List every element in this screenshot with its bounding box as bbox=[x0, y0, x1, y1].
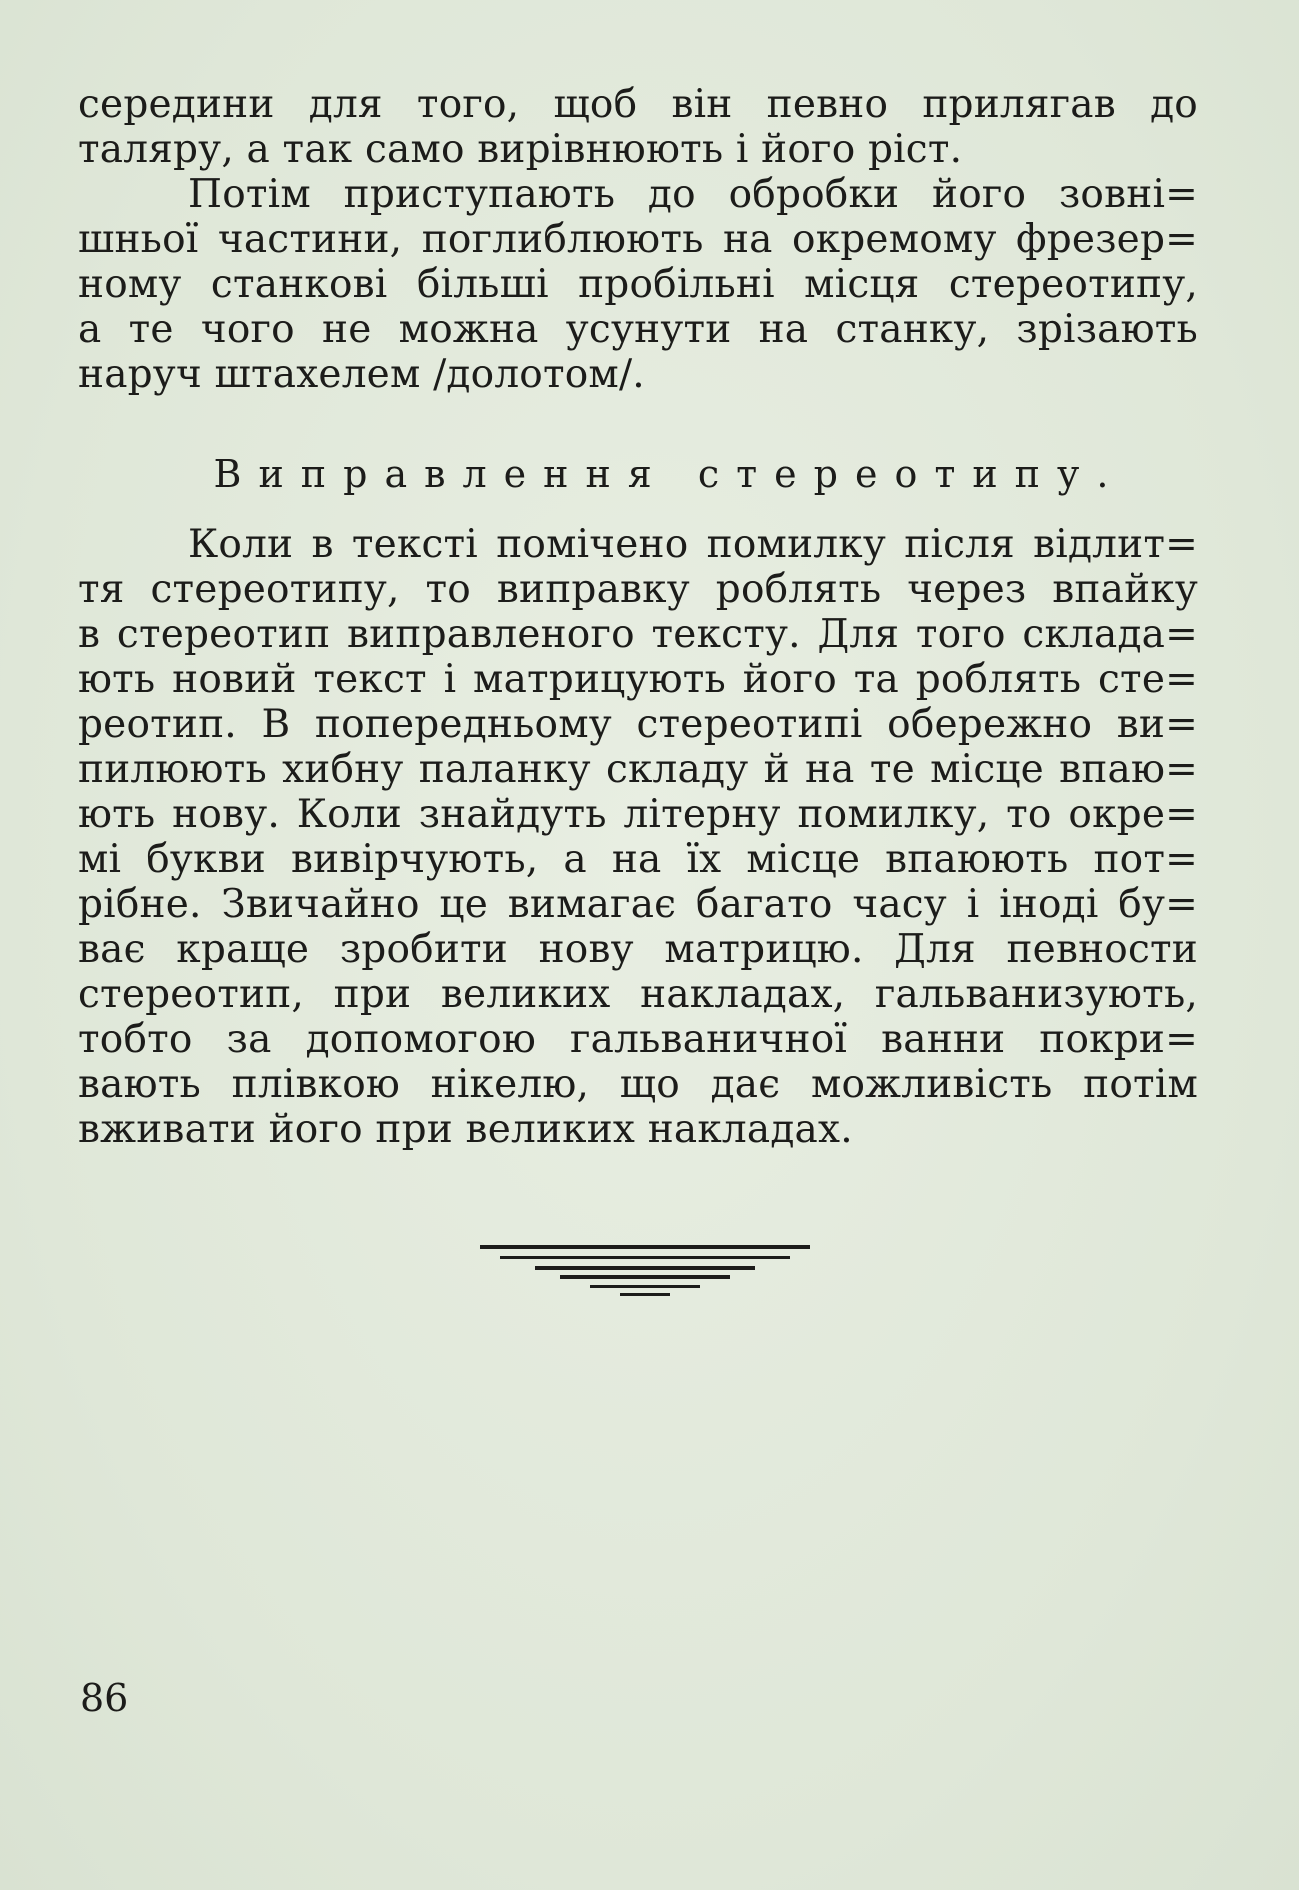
text-line: середини для того, щоб він певно прилягав до bbox=[78, 82, 1198, 127]
text-line: мі букви вивірчують, а на їх місце впаюють пот= bbox=[78, 837, 1198, 882]
text-line: Потім приступають до обробки його зовні= bbox=[188, 172, 1198, 217]
ornament-rule-2 bbox=[500, 1256, 790, 1259]
text-line: тобто за допомогою гальваничної ванни покри= bbox=[78, 1017, 1198, 1062]
decorative-rule-ornament bbox=[475, 1242, 815, 1302]
text-line: ють новий текст і матрицують його та роблять сте= bbox=[78, 657, 1198, 702]
text-line: ному станкові більші пробільні місця стереотипу, bbox=[78, 262, 1198, 307]
ornament-rule-5 bbox=[590, 1285, 700, 1288]
text-line: наруч штахелем /долотом/. bbox=[78, 352, 645, 397]
text-line: Коли в тексті помічено помилку після відлит= bbox=[188, 522, 1198, 567]
text-line: реотип. В попередньому стереотипі обережно ви= bbox=[78, 702, 1198, 747]
paragraph-top bbox=[78, 82, 1198, 397]
ornament-rule-1 bbox=[480, 1245, 810, 1249]
text-line: пилюють хибну паланку складу й на те місце впаю= bbox=[78, 747, 1198, 792]
text-line: вають плівкою нікелю, що дає можливість потім bbox=[78, 1062, 1198, 1107]
text-line: тя стереотипу, то виправку роблять через впайку bbox=[78, 567, 1198, 612]
text-line: ють нову. Коли знайдуть літерну помилку, то окре= bbox=[78, 792, 1198, 837]
section-heading: Виправлення стереотипу. bbox=[213, 452, 1126, 496]
text-line: шньої частини, поглиблюють на окремому фрезер= bbox=[78, 217, 1198, 262]
ornament-rule-6 bbox=[620, 1293, 670, 1296]
ornament-rule-4 bbox=[560, 1275, 730, 1279]
text-line: а те чого не можна усунути на станку, зрізають bbox=[78, 307, 1198, 352]
page-number: 86 bbox=[80, 1676, 129, 1720]
text-line: ває краще зробити нову матрицю. Для певности bbox=[78, 927, 1198, 972]
ornament-rule-3 bbox=[535, 1266, 755, 1270]
text-line: таляру, а так само вирівнюють і його ріст. bbox=[78, 127, 963, 172]
paragraph-main bbox=[78, 522, 1198, 1152]
text-line: рібне. Звичайно це вимагає багато часу і іноді бу= bbox=[78, 882, 1198, 927]
text-line: в стереотип виправленого тексту. Для того склада= bbox=[78, 612, 1198, 657]
text-line: стереотип, при великих накладах, гальванизують, bbox=[78, 972, 1198, 1017]
text-line: вживати його при великих накладах. bbox=[78, 1107, 853, 1152]
